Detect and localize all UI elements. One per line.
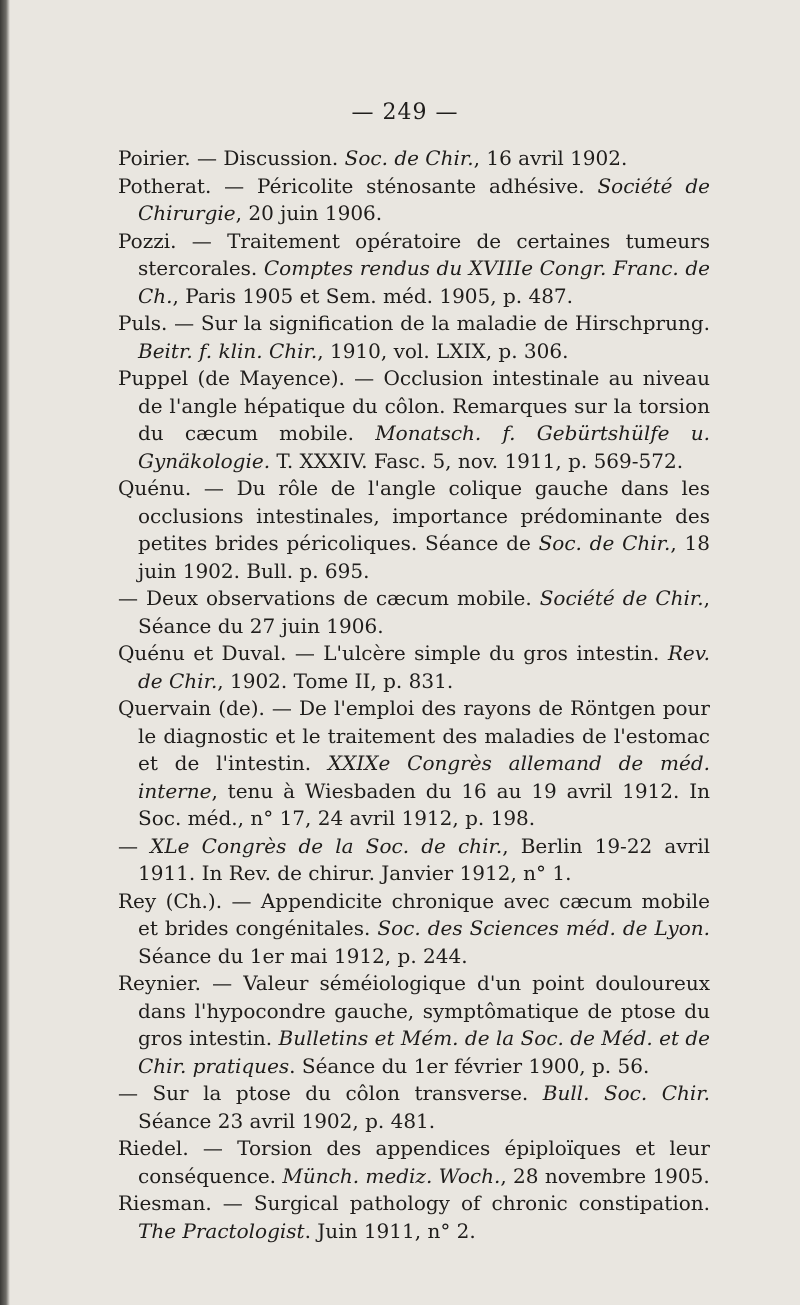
entry-detail: . Séance du 1er février 1900, p. 56. <box>289 1053 650 1078</box>
entry-title: Péricolite sténosante adhésive. <box>257 173 598 198</box>
entry-detail: T. XXXIV. Fasc. 5, nov. 1911, p. 569-572. <box>270 448 684 473</box>
entry-journal: Comptes rendus du XVIIIe Congr. Franc. de Ch. <box>138 256 710 308</box>
entry-detail: . Juin 1911, n° 2. <box>304 1218 476 1243</box>
entry-detail: , 1902. Tome II, p. 831. <box>217 668 454 693</box>
entry-author: Pozzi. — <box>118 228 228 253</box>
page-number: — 249 — <box>351 100 459 125</box>
entry-title: Discussion. <box>223 146 345 170</box>
bibliography-entry <box>118 695 710 833</box>
entry-author: — <box>118 586 146 610</box>
entry-title: Sur la ptose du côlon transverse. <box>152 1081 543 1105</box>
entry-author: Riedel. — <box>118 1136 238 1160</box>
bibliography-entry <box>118 888 710 971</box>
entry-detail: , 20 juin 1906. <box>235 201 383 225</box>
entry-author: Rey (Ch.). — <box>118 888 261 913</box>
binding-edge <box>0 0 10 1305</box>
entry-title: Du rôle de l'angle colique gauche dans les occlusions intestinales, importance prédominante des petites brides péricoliques. Séance de <box>138 476 710 555</box>
entry-title: Appendicite chronique avec cæcum mobile et brides congénitales. <box>138 888 710 940</box>
entry-author: Riesman. — <box>118 1191 254 1215</box>
entry-author: Poirier. — <box>118 146 224 170</box>
bibliography-entry <box>118 833 710 888</box>
entry-journal: Société de Chirurgie <box>138 173 710 225</box>
entry-title: Occlusion intestinale au niveau de l'angle hépatique du côlon. Remarques sur la torsion du cæcum mobile. <box>138 366 710 445</box>
entry-detail: , tenu à Wiesbaden du 16 au 19 avril 1912. In Soc. méd., n° 17, 24 avril 1912, p. 198. <box>138 778 710 830</box>
entry-journal: Beitr. f. klin. Chir. <box>138 338 318 363</box>
entry-detail: , 16 avril 1902. <box>473 146 628 170</box>
entry-journal: Bulletins et Mém. de la Soc. de Méd. et de Chir. pratiques <box>138 1026 710 1078</box>
entry-journal: Bull. Soc. Chir. <box>542 1081 711 1105</box>
bibliography-entry <box>118 228 710 311</box>
document-page <box>10 0 800 1305</box>
bibliography-entry <box>118 145 710 173</box>
entry-journal: Soc. de Chir. <box>344 146 474 170</box>
entry-title: Deux observations de cæcum mobile. <box>145 586 540 610</box>
entry-journal: Rev. de Chir. <box>138 641 710 693</box>
entry-title: Valeur séméiologique d'un point douloureux dans l'hypocondre gauche, symptômatique de ptose du gros intestin. <box>138 971 711 1050</box>
entry-journal: The Practologist <box>138 1218 305 1243</box>
bibliography-entry <box>118 640 710 695</box>
bibliography-list <box>118 145 710 1245</box>
entry-detail: Séance 23 avril 1902, p. 481. <box>138 1108 436 1133</box>
bibliography-entry <box>118 1135 710 1190</box>
entry-title: Sur la signification de la maladie de Hirschprung. <box>200 311 710 335</box>
entry-author: — <box>118 833 151 858</box>
entry-author: Puls. — <box>118 311 201 335</box>
entry-author: Quénu et Duval. — <box>118 641 324 665</box>
entry-journal: XXIXe Congrès allemand de méd. interne <box>138 751 710 803</box>
entry-detail: , Séance du 27 juin 1906. <box>138 586 711 638</box>
entry-title: Torsion des appendices épiploïques et leur conséquence. <box>138 1136 710 1188</box>
bibliography-entry <box>118 970 710 1080</box>
bibliography-entry <box>118 475 710 585</box>
entry-journal: XLe Congrès de la Soc. de chir. <box>150 833 503 858</box>
entry-journal: Monatsch. f. Gebürtshülfe u. Gynäkologie. <box>138 421 710 473</box>
bibliography-entry <box>118 365 710 475</box>
entry-author: Quervain (de). — <box>118 696 299 720</box>
bibliography-entry <box>118 585 710 640</box>
entry-title: De l'emploi des rayons de Röntgen pour le diagnostic et le traitement des maladies de l'estomac et de l'intestin. <box>138 696 710 775</box>
bibliography-entry <box>118 310 710 365</box>
entry-detail: Séance du 1er mai 1912, p. 244. <box>138 943 468 968</box>
bibliography-entry <box>118 173 710 228</box>
bibliography-entry <box>118 1190 710 1245</box>
entry-author: — <box>118 1081 153 1105</box>
entry-title: Surgical pathology of chronic constipation. <box>253 1191 710 1215</box>
entry-journal: Société de Chir. <box>539 586 704 610</box>
entry-author: Puppel (de Mayence). — <box>118 366 384 390</box>
entry-detail: , Berlin 19-22 avril 1911. In Rev. de chirur. Janvier 1912, n° 1. <box>138 833 710 885</box>
entry-author: Reynier. — <box>118 971 244 995</box>
entry-detail: , 1910, vol. LXIX, p. 306. <box>317 338 569 363</box>
entry-detail: , Paris 1905 et Sem. méd. 1905, p. 487. <box>172 283 574 308</box>
entry-journal: Soc. de Chir. <box>538 531 671 555</box>
entry-detail: , 18 juin 1902. Bull. p. 695. <box>138 531 710 583</box>
entry-author: Quénu. — <box>118 476 237 500</box>
entry-title: L'ulcère simple du gros intestin. <box>323 641 668 665</box>
bibliography-entry <box>118 1080 710 1135</box>
entry-journal: Münch. mediz. Woch. <box>282 1163 501 1188</box>
entry-author: Potherat. — <box>118 173 258 198</box>
entry-detail: , 28 novembre 1905. <box>500 1163 710 1188</box>
entry-journal: Soc. des Sciences méd. de Lyon. <box>377 916 710 940</box>
entry-title: Traitement opératoire de certaines tumeurs stercorales. <box>138 228 710 280</box>
